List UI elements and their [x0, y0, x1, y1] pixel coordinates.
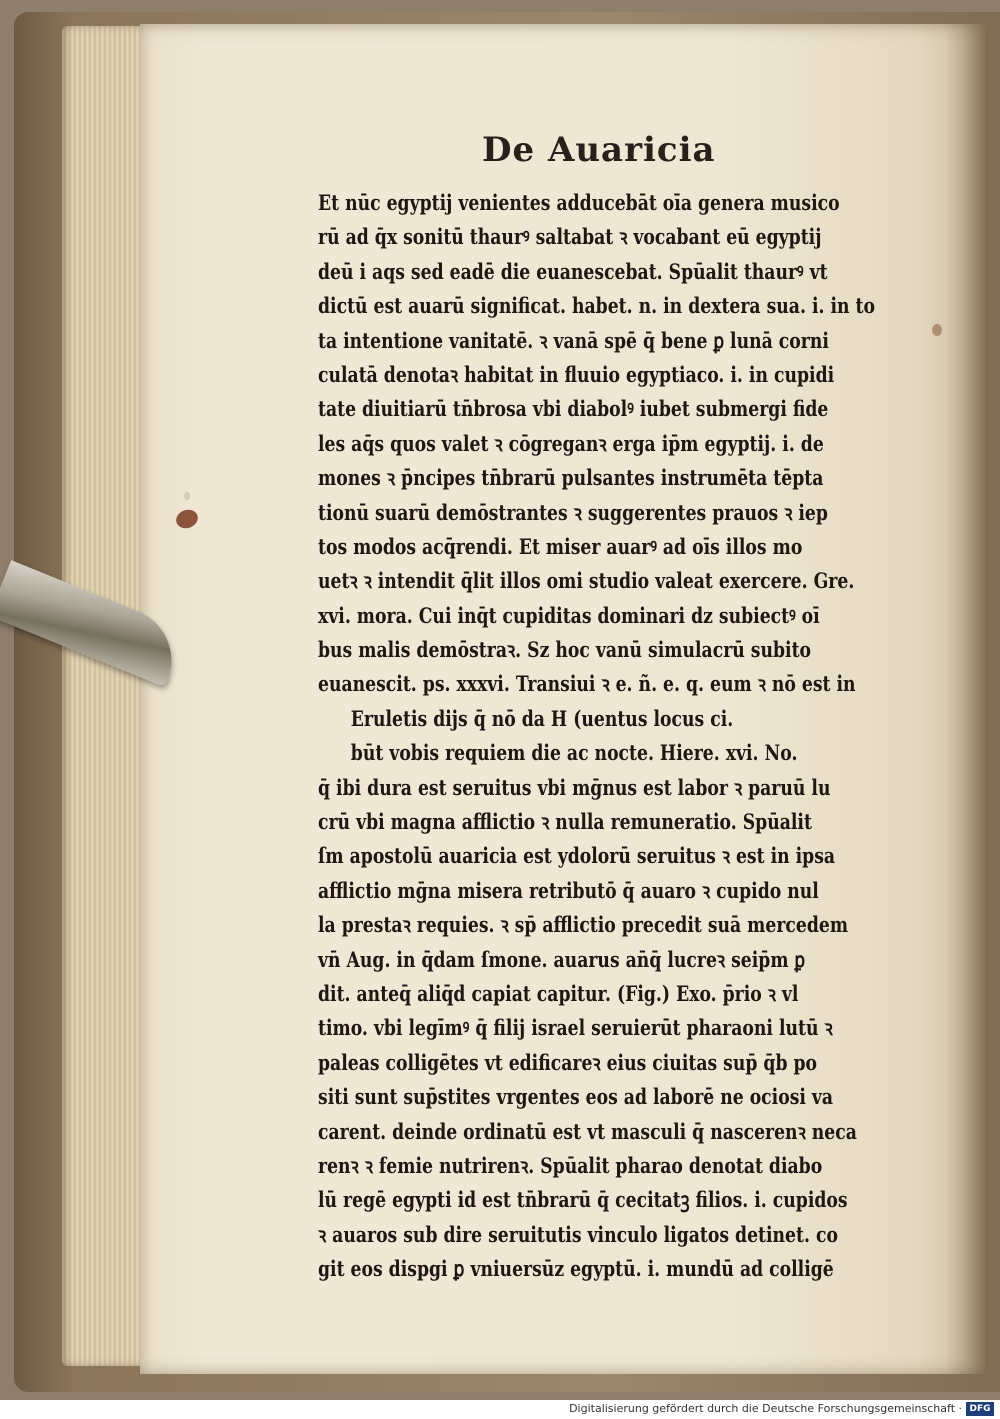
text-line: q̄ ibi dura est seruitus vbi mḡnus est labor ꝛ paruū lu — [318, 774, 831, 800]
text-line: timo. vbi legīmꝰ q̄ filij israel seruierūt pharaoni lutū ꝛ — [318, 1015, 833, 1041]
text-line: būt vobis requiem die ac nocte. Hiere. xvi. No. — [350, 740, 798, 766]
text-line: tionū suarū demōstrantes ꝛ suggerentes prauos ꝛ iep — [318, 499, 828, 525]
body-text — [318, 186, 946, 1287]
text-line: dictū est auarū significat. habet. n. in dextera sua. i. in to — [318, 293, 875, 319]
text-line: rū ad q̄x sonitū thaurꝰ saltabat ꝛ vocabant eū egyptij — [318, 224, 822, 250]
text-line: Eruletis dijs q̄ nō da H (uentus locus ci. — [350, 705, 734, 731]
dfg-logo: DFG — [966, 1402, 994, 1416]
footer-bar — [0, 1400, 1000, 1419]
text-line: les aq̄s quos valet ꝛ cōgreganꝛ erga ip̄m egyptij. i. de — [318, 430, 824, 456]
text-line: deū i aqs sed eadē die euanescebat. Spūalit thaurꝰ vt — [318, 258, 828, 284]
page-heading: De Auaricia — [482, 130, 716, 170]
text-line: culatā denotaꝛ habitat in fluuio egyptiaco. i. in cupidi — [318, 361, 835, 387]
text-line: siti sunt sup̄stites vrgentes eos ad laborē ne ociosi va — [318, 1084, 834, 1110]
text-line: dit. anteq̄ aliq̄d capiat capitur. (Fig.) Exo. p̄rio ꝛ vl — [318, 980, 799, 1006]
text-line: bus malis demōstraꝛ. Sz hoc vanū simulacrū subito — [318, 637, 812, 663]
text-line: ſm apostolū auaricia est ydolorū seruitus ꝛ est in ipsa — [318, 843, 836, 869]
text-line: Et nūc egyptij venientes adducebāt oīa genera musico — [318, 190, 840, 215]
text-line: ta intentione vanitatē. ꝛ vanā spē q̄ bene ꝑ lunā corni — [318, 327, 829, 353]
text-line: xvi. mora. Cui inq̄t cupiditas dominari dz subiectꝰ oī — [318, 602, 820, 628]
text-line: uetꝛ ꝛ intendit q̄lit illos omi studio valeat exercere. Gre. — [318, 568, 855, 594]
text-line: tate diuitiarū tn̄brosa vbi diabolꝰ iubet submergi fide — [318, 396, 829, 422]
text-line: carent. deinde ordinatū est vt masculi q̄ nascerenꝛ neca — [318, 1118, 857, 1144]
text-line: la prestaꝛ requies. ꝛ sp̄ afflictio precedit suā mercedem — [318, 912, 849, 938]
text-line: tos modos acq̄rendi. Et miser auarꝰ ad oīs illos mo — [318, 533, 803, 559]
funding-credit: Digitalisierung gefördert durch die Deutsche Forschungsgemeinschaft · — [569, 1402, 962, 1415]
page-gutter-shadow — [945, 24, 985, 1374]
paper-spot — [184, 492, 190, 500]
text-line: mones ꝛ p̄ncipes tn̄brarū pulsantes instrumēta tēpta — [318, 465, 824, 491]
text-line: renꝛ ꝛ femie nutrirenꝛ. Spūalit pharao denotat diabo — [318, 1152, 823, 1178]
text-line: lū regē egypti id est tn̄brarū q̄ cecitatꝫ filios. i. cupidos — [318, 1187, 848, 1213]
text-line: afflictio mḡna misera retributō q̄ auaro ꝛ cupido nul — [318, 877, 819, 903]
text-line: crū vbi magna afflictio ꝛ nulla remuneratio. Spūalit — [318, 809, 812, 835]
text-line: git eos dispgi ꝑ vniuersūz egyptū. i. mundū ad colligē — [318, 1256, 834, 1282]
text-line: paleas colligētes vt edificareꝛ eius ciuitas sup̄ q̄b po — [318, 1049, 818, 1075]
text-line: euanescit. ps. xxxvi. Transiui ꝛ e. ñ. e. q. eum ꝛ nō est in — [318, 671, 856, 697]
ink-stain — [174, 507, 201, 531]
text-line: vn̄ Aug. in q̄dam ſmone. auarus an̄q̄ lucreꝛ seip̄m ꝑ — [318, 946, 806, 972]
text-line: ꝛ auaros sub dire seruitutis vinculo ligatos detinet. co — [318, 1221, 838, 1247]
